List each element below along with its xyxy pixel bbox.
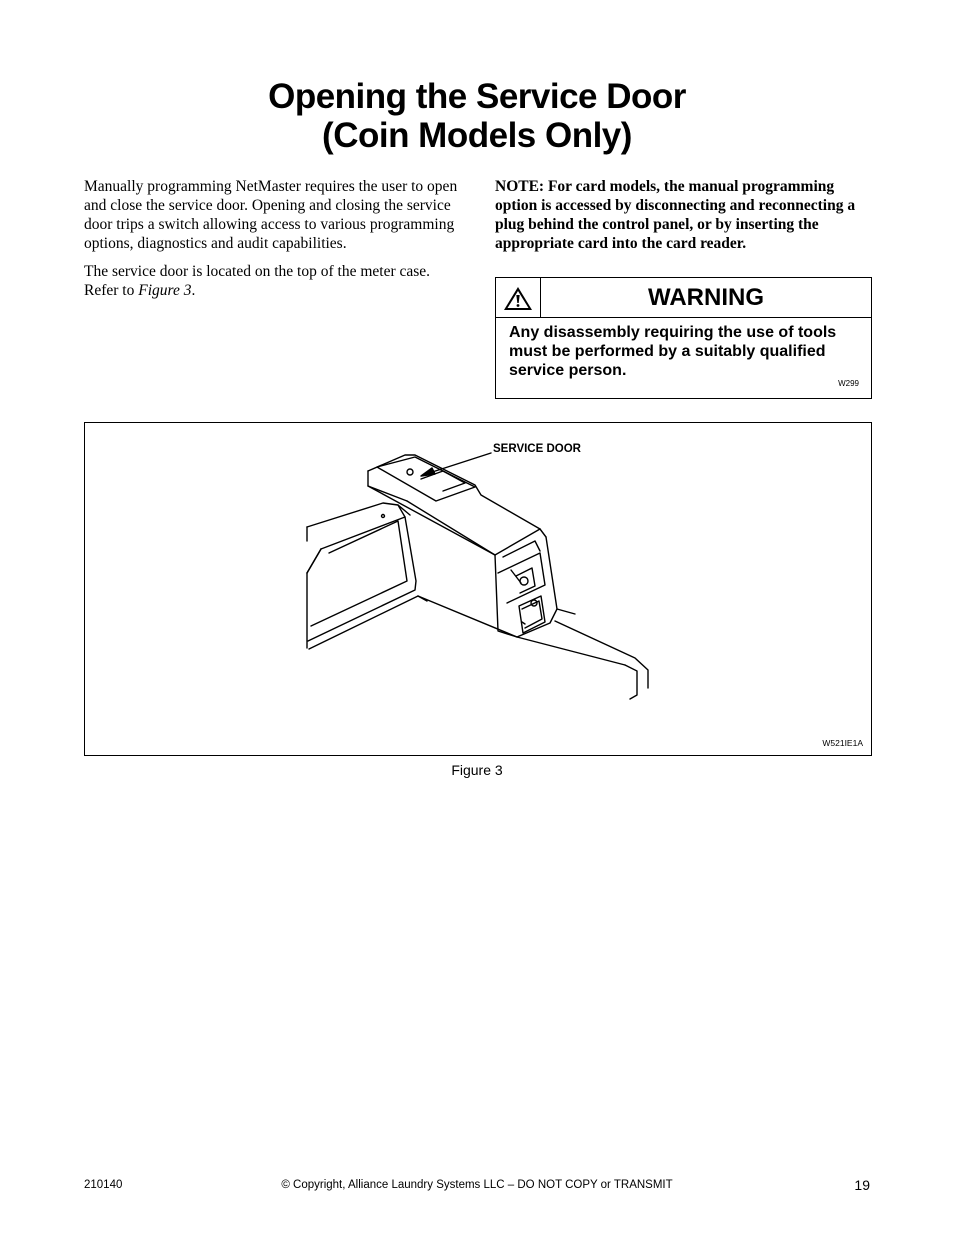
warning-box <box>495 277 872 399</box>
body-text-column <box>84 177 464 309</box>
page-title <box>0 77 954 155</box>
warning-code: W299 <box>838 379 859 388</box>
note-text: NOTE: For card models, the manual programming option is accessed by disconnecting and reconnecting a plug behind the control panel, or by inserting the appropriate card into the card reader. <box>495 178 856 252</box>
figure-code: W521IE1A <box>822 738 863 748</box>
meter-case-illustration <box>85 423 871 755</box>
warning-icon-cell <box>496 278 541 317</box>
page-title-line-2: (Coin Models Only) <box>322 116 632 155</box>
warning-heading: WARNING <box>648 284 764 311</box>
footer-doc-number: 210140 <box>84 1179 123 1191</box>
figure-3-frame <box>84 422 872 756</box>
figure-reference-link[interactable]: Figure 3 <box>138 282 192 299</box>
body-paragraph-1: Manually programming NetMaster requires the user to open and close the service door. Opening and closing the service door trips a switch allowing access to various programming options, diagnostics and audit capabilities. <box>84 178 458 252</box>
warning-header <box>496 278 871 318</box>
service-door-callout: SERVICE DOOR <box>493 443 581 455</box>
body-paragraph-2-text: The service door is located on the top of the meter case. Refer to <box>84 263 431 299</box>
page-title-line-1: Opening the Service Door <box>268 77 686 116</box>
warning-triangle-icon <box>503 286 533 311</box>
footer-page-number: 19 <box>854 1177 870 1193</box>
warning-text: Any disassembly requiring the use of tools must be performed by a suitably qualified service person. <box>509 324 837 379</box>
footer-copyright: © Copyright, Alliance Laundry Systems LLC – DO NOT COPY or TRANSMIT <box>281 1179 673 1191</box>
body-paragraph-2 <box>84 262 464 300</box>
figure-caption: Figure 3 <box>451 762 503 778</box>
body-paragraph-2-end: . <box>191 282 196 299</box>
